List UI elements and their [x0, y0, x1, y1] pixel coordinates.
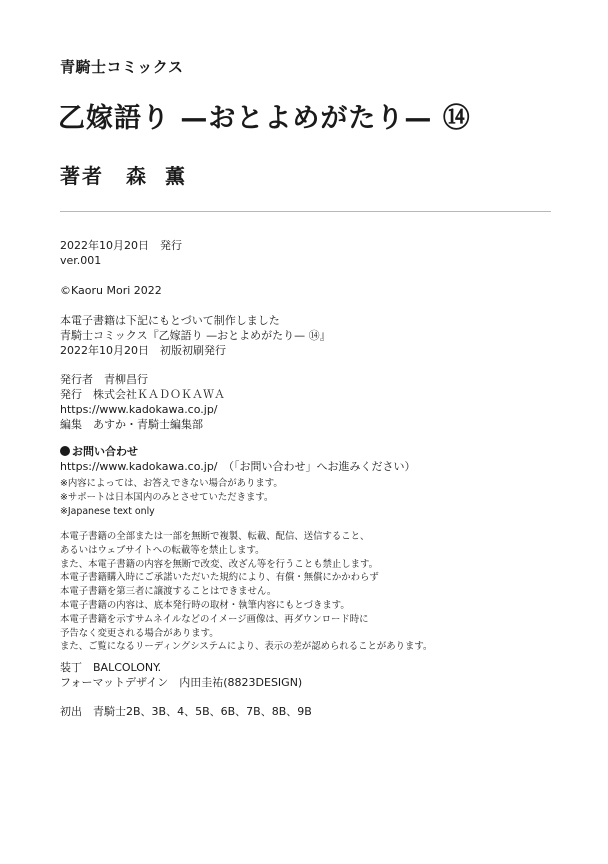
publisher-info	[60, 372, 225, 432]
contact-url-link[interactable]: https://www.kadokawa.co.jp/ （「お問い合わせ」へお進みください）	[60, 460, 416, 473]
design-credits	[60, 660, 302, 690]
contact-note: ※サポートは日本国内のみとさせていただきます。	[60, 491, 274, 503]
legal-line: あるいはウェブサイトへの転載等を禁止します。	[60, 544, 265, 556]
author-name: 森 薫	[126, 164, 191, 188]
legal-line: 本電子書籍購入時にご承諾いただいた規約により、有償・無償にかかわらず	[60, 572, 379, 584]
author-label: 著者	[60, 164, 104, 188]
version: ver.001	[60, 254, 102, 267]
divider	[60, 211, 551, 212]
legal-notice	[60, 530, 432, 654]
publication-info	[60, 238, 182, 268]
first-appearance-text: 初出 青騎士2B、3B、4、5B、6B、7B、8B、9B	[60, 705, 312, 718]
design-line: フォーマットデザイン 内田圭祐(8823DESIGN)	[60, 676, 303, 689]
publisher-line: 編集 あすか・青騎士編集部	[60, 418, 203, 431]
contact-heading-text: お問い合わせ	[72, 445, 138, 458]
source-info	[60, 313, 331, 358]
legal-line: また、ご覧になるリーディングシステムにより、表示の差が認められることがあります。	[60, 641, 433, 653]
source-line: 本電子書籍は下記にもとづいて制作しました	[60, 314, 280, 327]
copyright-text: ©Kaoru Mori 2022	[60, 284, 162, 297]
source-line: 青騎士コミックス『乙嫁語り —おとよめがたり— ⑭』	[60, 329, 331, 342]
source-line: 2022年10月20日 初版初刷発行	[60, 344, 226, 357]
book-title: 乙嫁語り —おとよめがたり— ⑭	[58, 103, 471, 134]
design-line: 装丁 BALCOLONY.	[60, 661, 162, 674]
legal-line: また、本電子書籍の内容を無断で改変、改ざん等を行うことも禁止します。	[60, 558, 379, 570]
legal-line: 本電子書籍を示すサムネイルなどのイメージ画像は、再ダウンロード時に	[60, 613, 369, 625]
contact-notes	[60, 477, 283, 518]
contact-note: ※Japanese text only	[60, 505, 155, 517]
publisher-line: 発行 株式会社ＫＡＤＯＫＡＷＡ	[60, 388, 225, 401]
legal-line: 本電子書籍の内容は、底本発行時の取材・執筆内容にもとづきます。	[60, 599, 350, 611]
copyright	[60, 283, 162, 298]
publisher-url-link[interactable]: https://www.kadokawa.co.jp/	[60, 403, 218, 416]
contact-heading	[60, 444, 416, 459]
imprint-label: 青騎士コミックス	[60, 58, 184, 76]
first-appearance	[60, 704, 312, 719]
publication-date: 2022年10月20日 発行	[60, 239, 182, 252]
legal-line: 本電子書籍の全部または一部を無断で複製、転載、配信、送信すること、	[60, 531, 370, 542]
contact-section	[60, 444, 416, 474]
legal-line: 本電子書籍を第三者に譲渡することはできません。	[60, 586, 277, 598]
publisher-line: 発行者 青柳昌行	[60, 373, 148, 386]
author-line	[60, 160, 191, 189]
legal-line: 予告なく変更される場合があります。	[60, 627, 219, 639]
bullet-icon	[60, 446, 70, 456]
contact-note: ※内容によっては、お答えできない場合があります。	[60, 478, 283, 489]
